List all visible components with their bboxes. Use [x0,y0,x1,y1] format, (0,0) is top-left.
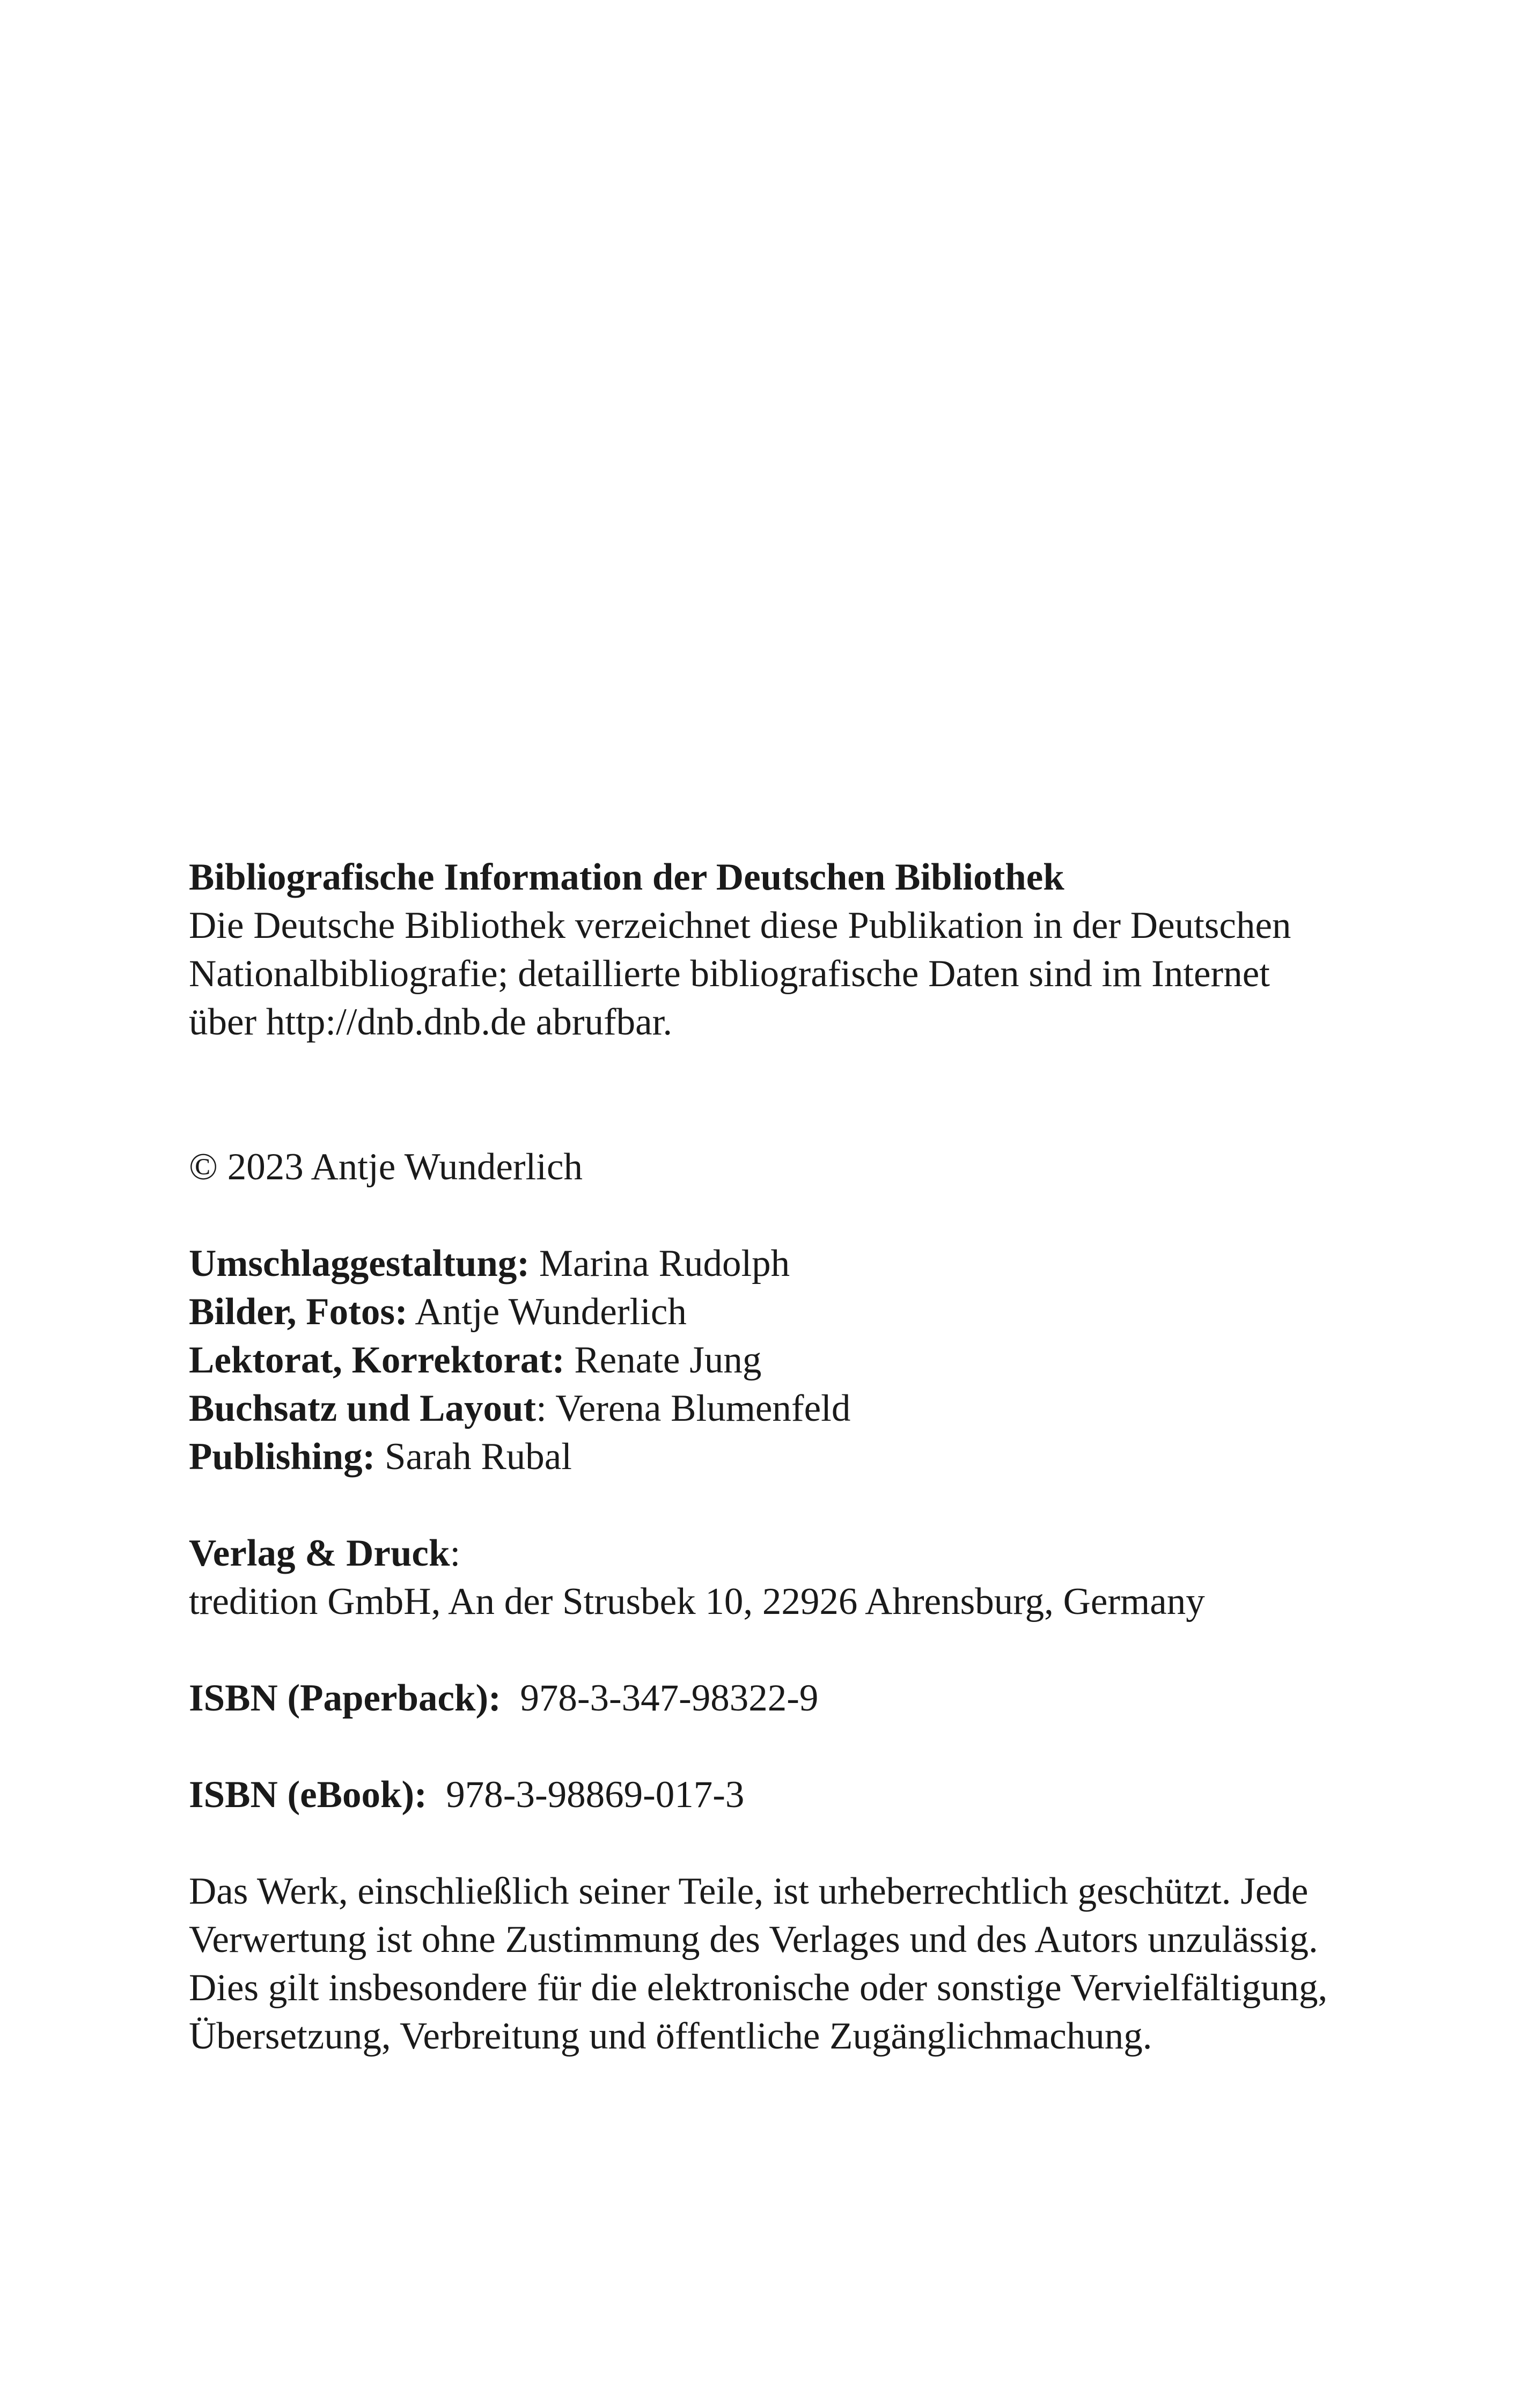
bibliographic-info [189,853,1348,1046]
bibliographic-line: Die Deutsche Bibliothek verzeichnet diese Publikation in der Deutschen [189,905,1291,946]
isbn-value: 978-3-347-98322-9 [501,1677,819,1719]
credit-value: Sarah Rubal [375,1436,572,1478]
isbn-ebook [189,1771,1348,1819]
credit-label: Lektorat, Korrektorat: [189,1339,565,1381]
publisher-label: Verlag & Druck [189,1532,450,1574]
credit-label: Bilder, Fotos: [189,1291,408,1333]
copyright-text: © 2023 Antje Wunderlich [189,1146,583,1188]
credit-row [189,1433,1348,1481]
publisher-address: tredition GmbH, An der Strusbek 10, 22926 Ahrensburg, Germany [189,1581,1205,1623]
credit-label: Buchsatz und Layout [189,1387,537,1429]
legal-line: Dies gilt insbesondere für die elektronische oder sonstige Vervielfältigung, [189,1967,1328,2009]
isbn-paperback [189,1674,1348,1722]
publisher-suffix: : [450,1532,461,1574]
credit-label: Publishing: [189,1436,376,1478]
bibliographic-line: Nationalbibliografie; detaillierte bibliografische Daten sind im Internet [189,953,1270,995]
credit-value: Renate Jung [564,1339,762,1381]
credits-list [189,1239,1348,1481]
legal-line: Übersetzung, Verbreitung und öffentliche Zugänglichmachung. [189,2015,1152,2057]
credit-value: Antje Wunderlich [407,1291,687,1333]
bibliographic-line: über http://dnb.dnb.de abrufbar. [189,1001,673,1043]
legal-line: Verwertung ist ohne Zustimmung des Verlages und des Autors unzulässig. [189,1919,1318,1961]
isbn-row [189,1674,1348,1722]
legal-notice [189,1867,1348,2060]
credit-value: : Verena Blumenfeld [536,1387,851,1429]
credit-row [189,1288,1348,1336]
isbn-label: ISBN (Paperback): [189,1677,501,1719]
imprint-content [189,853,1348,2060]
publisher-info [189,1529,1348,1626]
credit-value: Marina Rudolph [530,1243,790,1284]
copyright-notice [189,1143,1348,1191]
credit-label: Umschlaggestaltung: [189,1243,530,1284]
credit-row [189,1336,1348,1384]
legal-line: Das Werk, einschließlich seiner Teile, ist urheberrechtlich geschützt. Jede [189,1870,1309,1912]
bibliographic-heading: Bibliografische Information der Deutschen Bibliothek [189,856,1064,898]
isbn-value: 978-3-98869-017-3 [427,1774,745,1816]
publisher-heading [189,1529,1348,1577]
isbn-label: ISBN (eBook): [189,1774,427,1816]
isbn-row [189,1771,1348,1819]
credit-row [189,1384,1348,1433]
credit-row [189,1239,1348,1288]
